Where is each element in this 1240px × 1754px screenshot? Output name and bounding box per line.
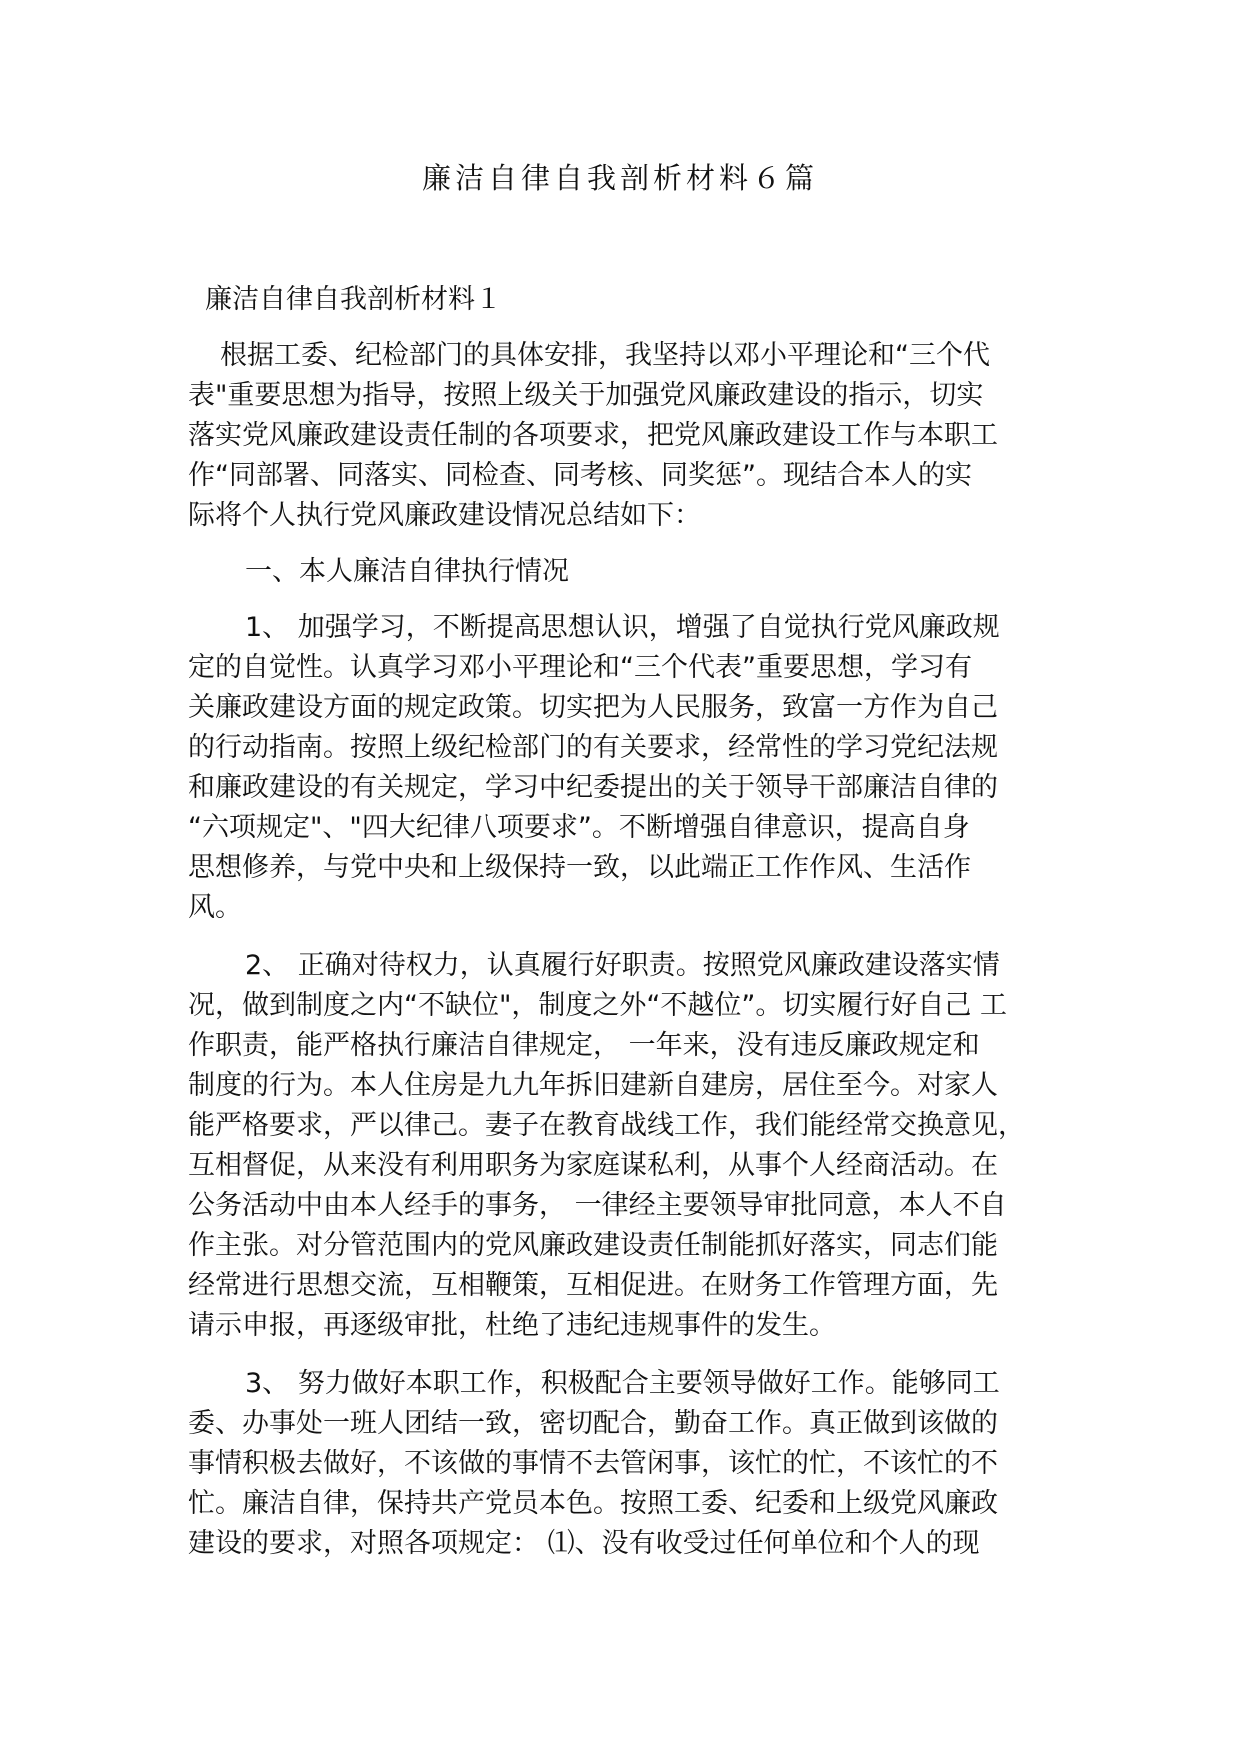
intro-line: 根据工委、纪检部门的具体安排，我坚持以邓小平理论和“三个代 — [220, 340, 990, 371]
point-2-line: 请示申报，再逐级审批，杜绝了违纪违规事件的发生。 — [188, 1310, 836, 1341]
intro-line: 落实党风廉政建设责任制的各项要求，把党风廉政建设工作与本职工 — [188, 420, 998, 451]
point-3-line: 3、 努力做好本职工作，积极配合主要领导做好工作。能够同工 — [245, 1368, 1000, 1399]
intro-line: 表"重要思想为指导，按照上级关于加强党风廉政建设的指示，切实 — [188, 380, 984, 411]
point-2-line: 能严格要求，严以律己。妻子在教育战线工作，我们能经常交换意见， — [188, 1110, 1025, 1141]
point-2-line: 公务活动中由本人经手的事务， 一律经主要领导审批同意，本人不自 — [188, 1190, 1007, 1221]
intro-line: 作“同部署、同落实、同检查、同考核、同奖惩”。现结合本人的实 — [188, 460, 972, 491]
section-heading: 一、本人廉洁自律执行情况 — [245, 556, 569, 587]
point-2-line: 况，做到制度之内“不缺位"，制度之外“不越位”。切实履行好自己 工 — [188, 990, 1007, 1021]
point-3-line: 忙。廉洁自律，保持共产党员本色。按照工委、纪委和上级党风廉政 — [188, 1488, 998, 1519]
point-1-line: “六项规定"、"四大纪律八项要求”。不断增强自律意识，提高自身 — [188, 812, 970, 843]
point-2-line: 互相督促，从来没有利用职务为家庭谋私利，从事个人经商活动。在 — [188, 1150, 998, 1181]
point-2-line: 制度的行为。本人住房是九九年拆旧建新自建房，居住至今。对家人 — [188, 1070, 998, 1101]
point-2-line: 作主张。对分管范围内的党风廉政建设责任制能抓好落实，同志们能 — [188, 1230, 998, 1261]
point-1-line: 1、 加强学习，不断提高思想认识，增强了自觉执行党风廉政规 — [245, 612, 1000, 643]
point-2-line: 作职责，能严格执行廉洁自律规定， 一年来，没有违反廉政规定和 — [188, 1030, 980, 1061]
point-1-line: 思想修养，与党中央和上级保持一致，以此端正工作作风、生活作 — [188, 852, 971, 883]
point-1-line: 的行动指南。按照上级纪检部门的有关要求，经常性的学习党纪法规 — [188, 732, 998, 763]
document-title: 廉洁自律自我剖析材料６篇 — [421, 161, 818, 195]
point-1-line: 风。 — [188, 892, 242, 923]
point-1-line: 关廉政建设方面的规定政策。切实把为人民服务，致富一方作为自己 — [188, 692, 998, 723]
point-2-line: 2、 正确对待权力，认真履行好职责。按照党风廉政建设落实情 — [245, 950, 1000, 981]
point-3-line: 事情积极去做好，不该做的事情不去管闲事，该忙的忙，不该忙的不 — [188, 1448, 998, 1479]
section-title: 廉洁自律自我剖析材料１ — [205, 284, 502, 315]
point-3-line: 建设的要求，对照各项规定： ⑴、没有收受过任何单位和个人的现 — [188, 1528, 980, 1559]
intro-line: 际将个人执行党风廉政建设情况总结如下： — [188, 500, 701, 531]
point-1-line: 定的自觉性。认真学习邓小平理论和“三个代表”重要思想，学习有 — [188, 652, 972, 683]
point-1-line: 和廉政建设的有关规定，学习中纪委提出的关于领导干部廉洁自律的 — [188, 772, 998, 803]
point-2-line: 经常进行思想交流，互相鞭策，互相促进。在财务工作管理方面，先 — [188, 1270, 998, 1301]
point-3-line: 委、办事处一班人团结一致，密切配合，勤奋工作。真正做到该做的 — [188, 1408, 998, 1439]
